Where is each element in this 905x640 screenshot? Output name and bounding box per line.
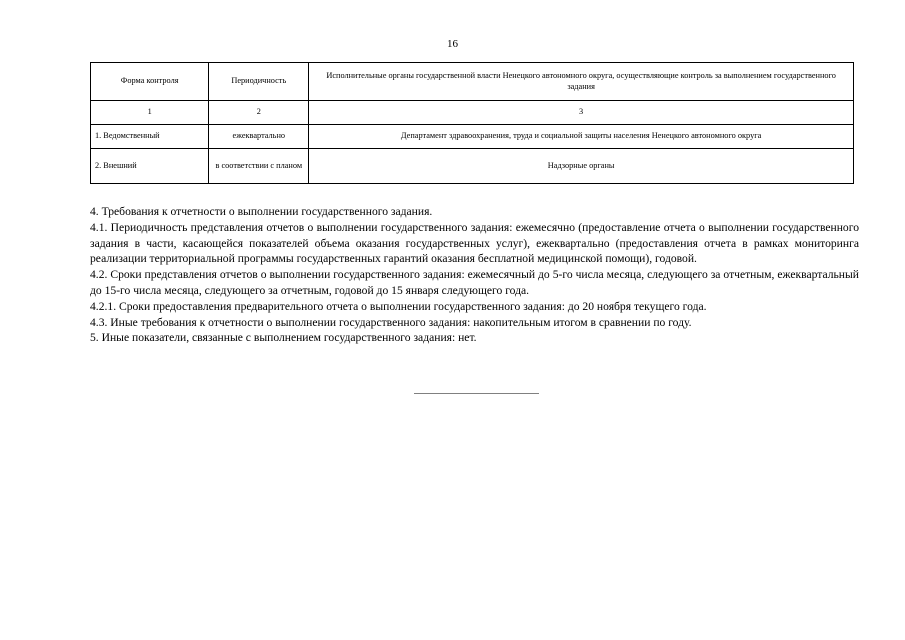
table-row: [91, 149, 854, 184]
paragraph-4-2-1: 4.2.1. Сроки предоставления предварительного отчета о выполнении государственного задания: до 20 ноября текущего года.: [90, 299, 707, 313]
page-number: 16: [447, 38, 458, 50]
reporting-requirements-text: [90, 204, 859, 346]
table-cell-executive-body: Надзорные органы: [309, 149, 854, 184]
table-row: [91, 125, 854, 149]
column-number-3: 3: [309, 101, 854, 125]
table-cell-periodicity: ежеквартально: [209, 125, 309, 149]
paragraph-4-1: 4.1. Периодичность представления отчетов о выполнении государственного задания: ежемесячно (предоставление отчета о выполнении государственного задания в части, касающейся показателей объема оказания государственных услуг), ежеквартально (предоставления отчета в рамках мониторинга реализации территориальной программы государственных гарантий оказания бесплатной медицинской помощи), годовой.: [90, 220, 859, 266]
paragraph-4-3: 4.3. Иные требования к отчетности о выполнении государственного задания: накопительным итогом в сравнении по году.: [90, 315, 692, 329]
header-executive-bodies: Исполнительные органы государственной власти Ненецкого автономного округа, осуществляющие контроль за выполнением государственного задания: [309, 63, 854, 101]
end-divider-line: [414, 393, 539, 394]
control-table: [90, 62, 854, 184]
paragraph-section-4: 4. Требования к отчетности о выполнении государственного задания.: [90, 205, 433, 218]
table-cell-control-form: 2. Внешний: [91, 149, 209, 184]
header-periodicity: Периодичность: [209, 63, 309, 101]
header-control-form: Форма контроля: [91, 63, 209, 101]
paragraph-section-5: 5. Иные показатели, связанные с выполнением государственного задания: нет.: [90, 331, 477, 345]
table-cell-executive-body: Департамент здравоохранения, труда и социальной защиты населения Ненецкого автономного округа: [309, 125, 854, 149]
table-header-row: [91, 63, 854, 101]
table-cell-control-form: 1. Ведомственный: [91, 125, 209, 149]
column-number-1: 1: [91, 101, 209, 125]
column-number-2: 2: [209, 101, 309, 125]
table-cell-periodicity: в соответствии с планом: [209, 149, 309, 184]
paragraph-4-2: 4.2. Сроки представления отчетов о выполнении государственного задания: ежемесячный до 5-го числа месяца, следующего за отчетным, ежеквартальный до 15-го числа месяца, следующего за отчетным, годовой до 15 января следующего года.: [90, 268, 859, 297]
table-column-number-row: [91, 101, 854, 125]
